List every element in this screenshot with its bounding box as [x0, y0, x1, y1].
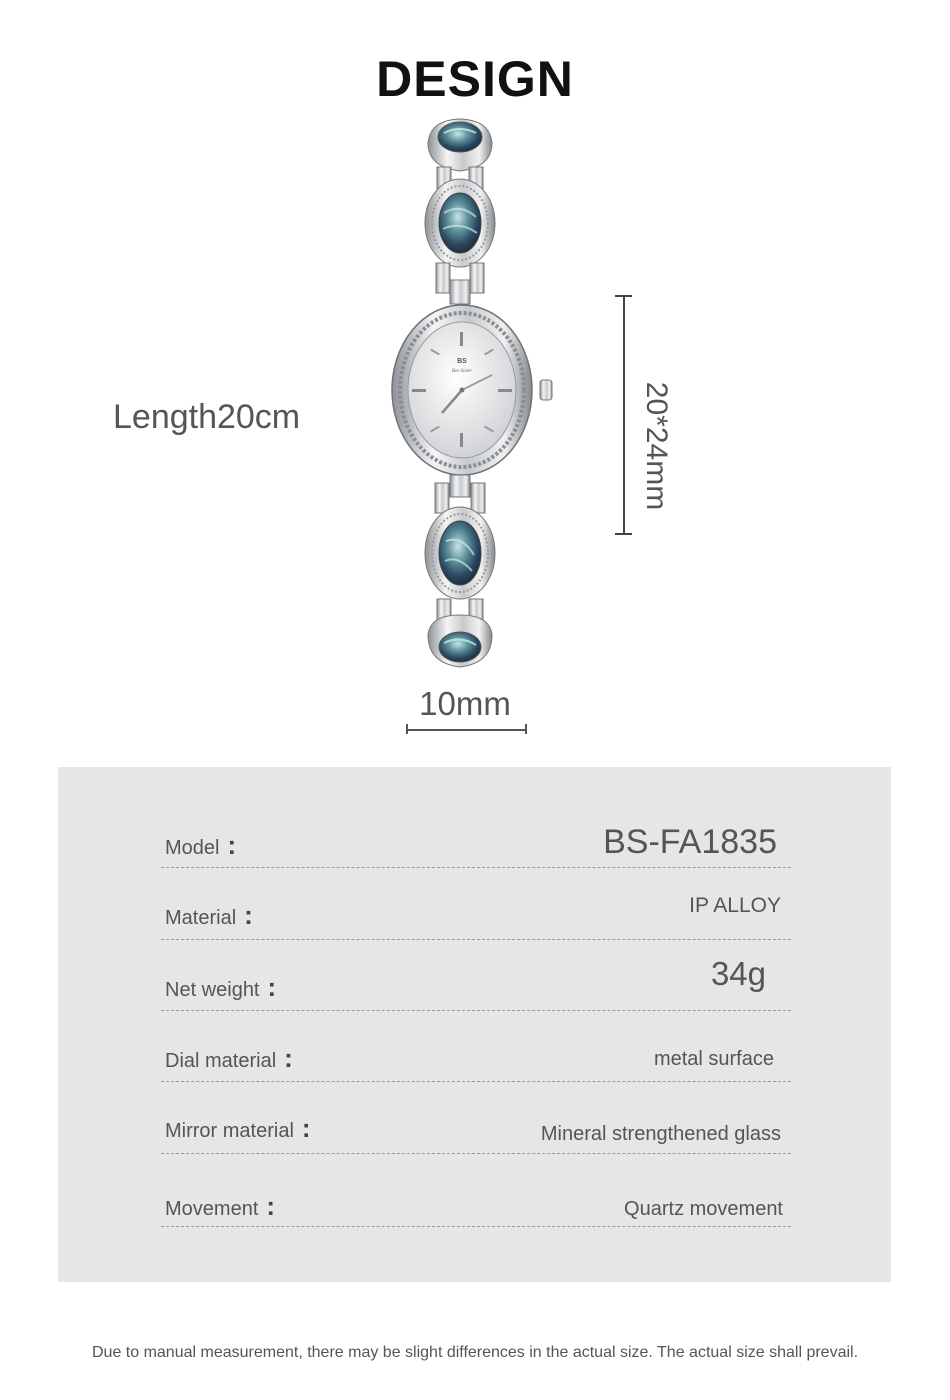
- case-size-label: 20*24mm: [640, 381, 673, 511]
- bracelet-link-top: [428, 119, 492, 171]
- spec-row-movement: [161, 1166, 791, 1227]
- watch-image: [380, 115, 560, 675]
- spec-row-material: [161, 879, 791, 940]
- spec-label: Net weight :: [165, 972, 277, 1002]
- page-title: DESIGN: [376, 51, 574, 107]
- spec-label: Movement :: [165, 1191, 276, 1221]
- bracelet-link-lower: [425, 507, 495, 599]
- brand-script: Bee Sister: [451, 369, 473, 374]
- spec-value: metal surface: [653, 1048, 774, 1070]
- watch-case: [392, 305, 552, 475]
- spec-row-net-weight: [161, 950, 791, 1011]
- bracelet-link-upper: [425, 179, 495, 267]
- spec-row-dial-material: [161, 1021, 791, 1082]
- spec-label: Mirror material :: [165, 1113, 311, 1143]
- width-dimension-cap-right: [525, 724, 527, 734]
- case-dimension-line: [623, 296, 625, 534]
- spec-value: Mineral strengthened glass: [540, 1123, 781, 1145]
- spec-label: Model :: [165, 830, 237, 860]
- spec-value: 34g: [710, 955, 766, 992]
- case-dimension-cap-bottom: [615, 533, 632, 535]
- width-dimension-line: [407, 729, 526, 731]
- spec-value: Quartz movement: [624, 1198, 783, 1220]
- spec-label: Material :: [165, 900, 253, 930]
- spec-value: IP ALLOY: [689, 894, 781, 917]
- spec-row-mirror-material: [161, 1093, 791, 1154]
- spec-row-model: [161, 807, 791, 868]
- measurement-disclaimer: Due to manual measurement, there may be slight differences in the actual size. The actual size shall prevail.: [91, 1344, 859, 1361]
- strap-length-label: Length20cm: [113, 398, 301, 436]
- spec-panel: [58, 767, 891, 1282]
- brand-mark: BS: [457, 358, 467, 365]
- bracelet-link-bottom: [428, 615, 492, 667]
- width-label: 10mm: [419, 685, 511, 722]
- spec-value: BS-FA1835: [603, 823, 777, 861]
- spec-label: Dial material :: [165, 1043, 293, 1073]
